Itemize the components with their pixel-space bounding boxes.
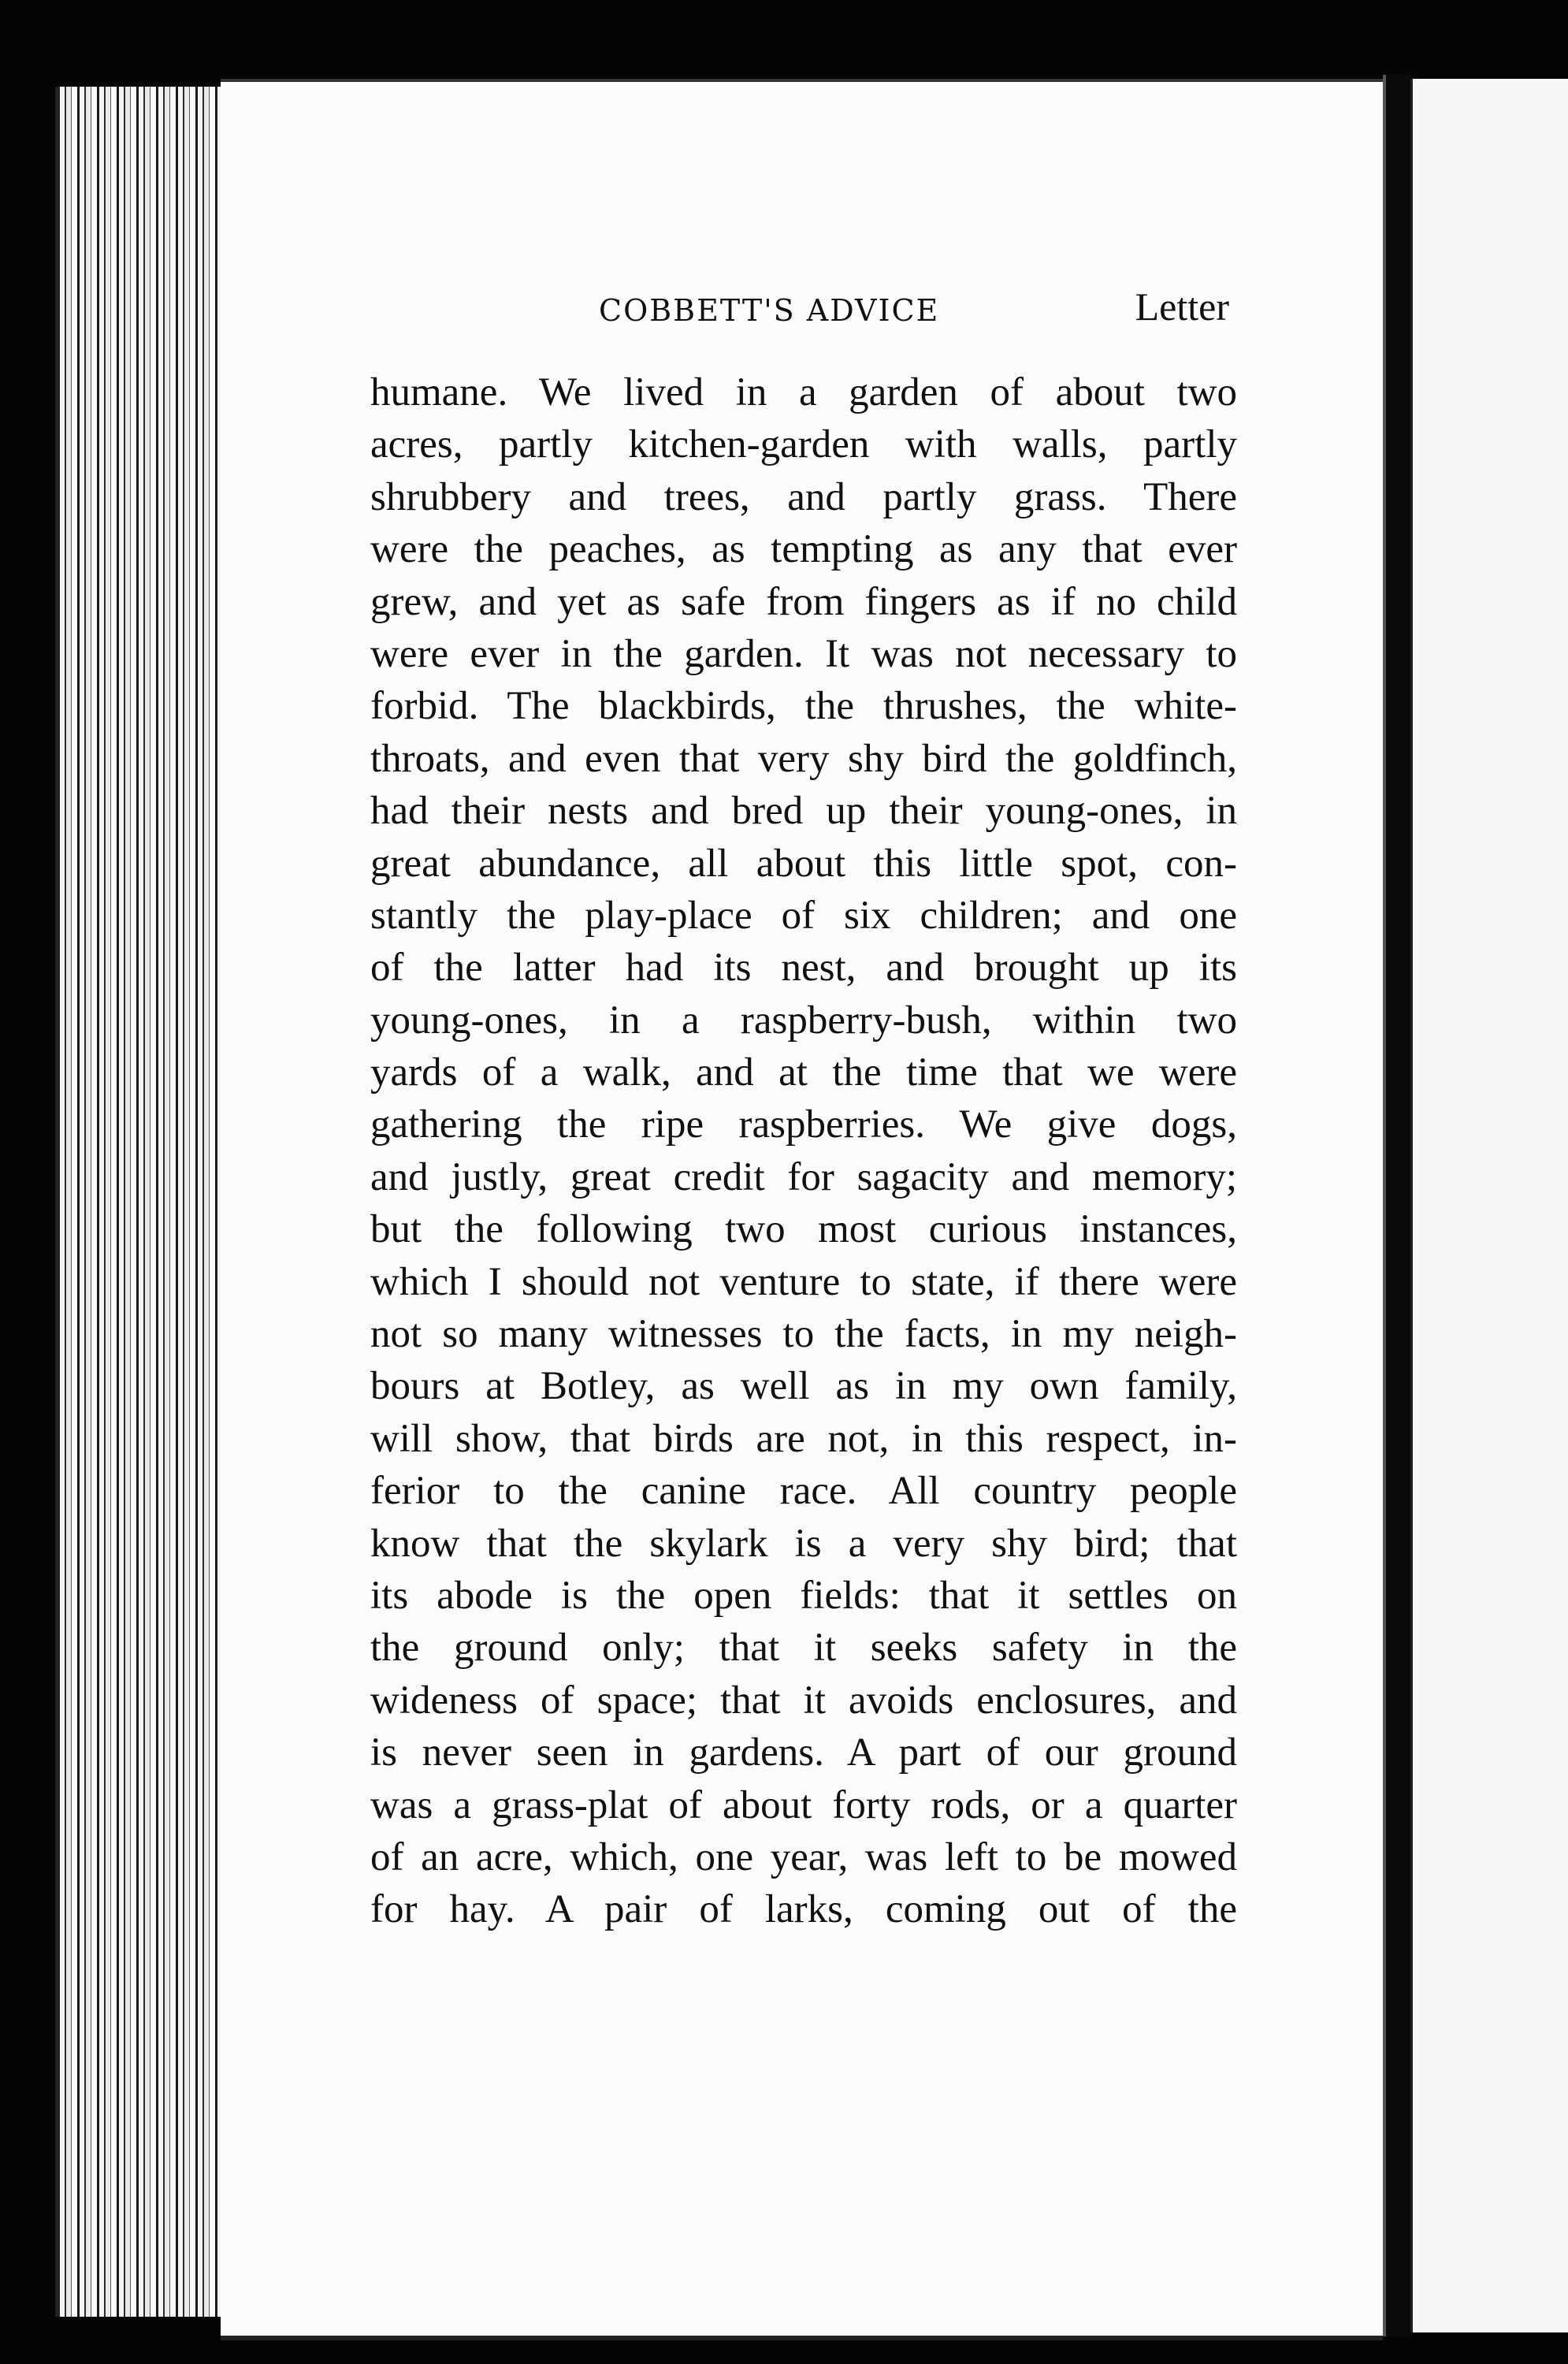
text-line: were the peaches, as tempting as any that ever [370,527,1237,572]
text-line: was a grass-plat of about forty rods, or a quarter [370,1782,1237,1827]
text-line: great abundance, all about this little spot, con- [370,841,1237,886]
text-line: know that the skylark is a very shy bird; that [370,1521,1237,1566]
text-line: humane. We lived in a garden of about two [370,370,1237,414]
text-line: is never seen in gardens. A part of our ground [370,1730,1237,1775]
text-line: were ever in the garden. It was not necessary to [370,631,1237,676]
text-line: gathering the ripe raspberries. We give dogs, [370,1102,1237,1147]
text-line: not so many witnesses to the facts, in my neigh- [370,1312,1237,1357]
text-line: will show, that birds are not, in this respect, in- [370,1416,1237,1461]
text-line: and justly, great credit for sagacity and memory; [370,1154,1237,1199]
text-line: had their nests and bred up their young-ones, in [370,789,1237,834]
text-line: but the following two most curious instances, [370,1207,1237,1252]
text-line: throats, and even that very shy bird the goldfinch, [370,736,1237,781]
text-line: its abode is the open fields: that it settles on [370,1573,1237,1618]
text-line: the ground only; that it seeks safety in the [370,1626,1237,1671]
text-line: bours at Botley, as well as in my own family, [370,1364,1237,1409]
text-line: acres, partly kitchen-garden with walls, partly [370,422,1237,467]
text-line: of the latter had its nest, and brought up its [370,946,1237,991]
page-header [362,284,1229,339]
facing-page-edge [1410,79,1568,2332]
book-fore-edge [55,87,229,2317]
text-line: grew, and yet as safe from fingers as if no child [370,579,1237,624]
text-line: ferior to the canine race. All country people [370,1469,1237,1514]
text-line: yards of a walk, and at the time that we were [370,1050,1237,1095]
text-line: of an acre, which, one year, was left to be mowed [370,1834,1237,1879]
text-line: for hay. A pair of larks, coming out of the [370,1887,1237,1932]
letter-heading: Letter [1135,284,1229,329]
text-line: wideness of space; that it avoids enclosures, and [370,1678,1237,1723]
text-line: stantly the play-place of six children; and one [370,893,1237,938]
page-gutter [1383,75,1411,2336]
running-head: COBBETT'S ADVICE [599,293,940,328]
text-line: young-ones, in a raspberry-bush, within two [370,998,1237,1043]
text-line: which I should not venture to state, if there were [370,1259,1237,1304]
text-line: shrubbery and trees, and partly grass. There [370,474,1237,519]
text-line: forbid. The blackbirds, the thrushes, the white- [370,684,1237,729]
body-text [370,366,1237,1936]
